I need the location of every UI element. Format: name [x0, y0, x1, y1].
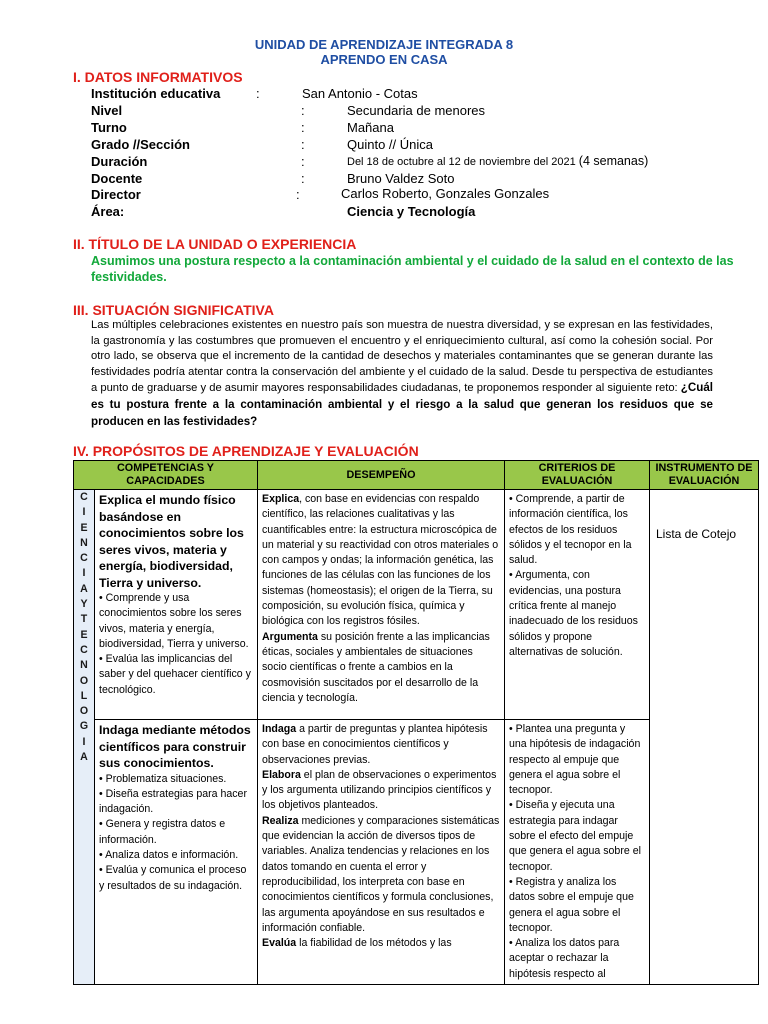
criteria-item: • Diseña y ejecuta una estrategia para indagar sobre el efecto del empuje que genera el agua sobre el tecnopor.	[509, 799, 641, 873]
performance-cell-1	[258, 490, 505, 720]
performance-text: mediciones y comparaciones sistemáticas que evidencian la acción de diversos tipos de variables. Analiza tendencias y relaciones en los datos tomando en cuenta el error y reproducibilidad, los interpreta con base en conocimientos científicos y formula conclusiones, las argumenta apoyándose en sus resultados e información confiable.	[262, 814, 500, 934]
performance-item	[262, 936, 500, 951]
info-colon: :	[296, 187, 300, 202]
info-label: Grado //Sección	[91, 137, 190, 152]
info-label: Docente	[91, 171, 143, 186]
header-competencias: COMPETENCIAS Y CAPACIDADES	[74, 461, 258, 490]
competence-title: Indaga mediante métodos científicos para construir sus conocimientos.	[99, 723, 251, 770]
info-value: Secundaria de menores	[347, 103, 486, 118]
info-label: Director	[91, 187, 141, 202]
info-label: Área:	[91, 204, 125, 219]
criteria-cell-1	[505, 490, 650, 720]
situation-question: ¿Cuál es tu postura frente a la contaminación ambiental y el riesgo a la salud que generan los residuos que se producen en las festividades?	[91, 381, 713, 428]
info-colon: :	[301, 171, 305, 186]
situation-paragraph	[91, 318, 713, 430]
section-1-heading: I. DATOS INFORMATIVOS	[73, 69, 243, 85]
info-value: Quinto // Única	[347, 137, 433, 152]
performance-item	[262, 630, 500, 706]
document-title: UNIDAD DE APRENDIZAJE INTEGRADA 8	[254, 37, 514, 52]
unit-title-line1: Asumimos una postura respecto a la contaminación ambiental y el cuidado de la salud en el contexto de las	[91, 254, 734, 268]
learning-purposes-table	[73, 460, 759, 985]
competence-title: Explica el mundo físico basándose en conocimientos sobre los seres vivos, materia y energía, biodiversidad, Tierra y universo.	[99, 493, 244, 590]
criteria-item: • Registra y analiza los datos sobre el empuje que genera el agua sobre el tecnopor.	[509, 875, 634, 934]
area-vertical-label	[74, 490, 95, 985]
info-value: Carlos Roberto, Gonzales Gonzales	[341, 186, 550, 201]
info-colon: :	[301, 120, 305, 135]
performance-verb: Explica	[262, 493, 300, 505]
capacity-item: • Genera y registra datos e información.	[99, 818, 226, 846]
info-value: Ciencia y Tecnología	[347, 204, 476, 219]
unit-title-line2: festividades.	[91, 270, 167, 284]
capacity-item: • Diseña estrategias para hacer indagación.	[99, 787, 247, 816]
performance-text: , con base en evidencias con respaldo científico, las relaciones cualitativas y las cuantificables entre: la estructura microscópica de un material y su reactividad con otros materiales o con campos y ondas; la información genética, las funciones de las células con las funciones de los sistemas (homeostasis); el origen de la Tierra, su composición, su evolución física, química y biológica con los registros fósiles.	[262, 493, 499, 628]
table-row	[74, 490, 759, 720]
info-colon: :	[301, 137, 305, 152]
performance-verb: Argumenta	[262, 630, 318, 643]
table-header-row	[74, 461, 759, 490]
performance-item	[262, 722, 500, 768]
performance-item	[262, 814, 500, 936]
info-colon: :	[301, 154, 305, 169]
performance-text: la fiabilidad de los métodos y las	[296, 937, 452, 950]
info-label: Institución educativa	[91, 86, 221, 101]
instrument-value: Lista de Cotejo	[656, 527, 737, 542]
capacity-item: • Problematiza situaciones.	[99, 772, 227, 785]
info-colon: :	[256, 86, 260, 101]
info-label: Turno	[91, 120, 127, 135]
capacity-item: • Analiza datos e información.	[99, 848, 239, 861]
performance-text: a partir de preguntas y plantea hipótesis con base en conocimientos científicos y observaciones previas.	[262, 723, 488, 766]
situation-text: Las múltiples celebraciones existentes en nuestro país son muestra de nuestra diversidad, y se expresan en las festividades, la gastronomía y las costumbres que promueven el encuentro y el enriquecimiento cultural, así como la cohesión social. Por otro lado, se observa que el incremento de la cantidad de desechos y materiales contaminantes que se generan durante las festividades podría atentar contra la conservación del ambiente y el cuidado de la salud. Desde tu perspectiva de estudiantes a punto de graduarse y de asumir mayores responsabilidades ciudadanas, te proponemos responder al siguiente reto:	[91, 319, 713, 395]
header-desempeno: DESEMPEÑO	[258, 461, 505, 490]
performance-text: el plan de observaciones o experimentos y los argumenta utilizando principios científicos y los objetivos planteados.	[262, 768, 497, 812]
performance-text: su posición frente a las implicancias éticas, sociales y ambientales de situaciones socio científicas o frente a cambios en la cosmovisión suscitados por el desarrollo de la ciencia y tecnología.	[262, 630, 490, 704]
performance-item	[262, 768, 500, 814]
header-criterios: CRITERIOS DE EVALUACIÓN	[505, 461, 650, 490]
duration-dates: Del 18 de octubre al 12 de noviembre del 2021	[347, 156, 576, 168]
criteria-item: • Analiza los datos para aceptar o rechazar la hipótesis respecto al	[509, 937, 620, 980]
info-value: Mañana	[347, 120, 394, 135]
performance-verb: Evalúa	[262, 937, 297, 950]
performance-cell-2	[258, 720, 505, 985]
section-4-heading: IV. PROPÓSITOS DE APRENDIZAJE Y EVALUACIÓN	[73, 443, 419, 459]
performance-verb: Elabora	[262, 768, 301, 781]
performance-verb: Indaga	[262, 723, 297, 735]
section-2-heading: II. TÍTULO DE LA UNIDAD O EXPERIENCIA	[73, 236, 357, 252]
capacity-item: • Evalúa y comunica el proceso y resultados de su indagación.	[99, 864, 247, 892]
info-value: San Antonio - Cotas	[302, 86, 418, 101]
instrument-cell	[650, 490, 759, 985]
info-value	[347, 154, 648, 168]
info-label: Nivel	[91, 103, 123, 118]
info-colon: :	[301, 103, 305, 118]
criteria-item: • Argumenta, con evidencias, una postura crítica frente al manejo inadecuado de los residuos sólidos y propone alternativas de solución.	[509, 569, 638, 658]
criteria-item: • Comprende, a partir de información científica, los efectos de los residuos sólidos y el tecnopor en la salud.	[509, 493, 632, 567]
area-letters: C I E N C I A Y T E C N O L O G I A	[79, 491, 89, 764]
info-value: Bruno Valdez Soto	[347, 171, 455, 186]
criteria-cell-2	[505, 720, 650, 985]
duration-weeks: (4 semanas)	[578, 154, 649, 168]
performance-verb: Realiza	[262, 814, 299, 827]
info-label: Duración	[91, 154, 148, 169]
header-instrumento: INSTRUMENTO DE EVALUACIÓN	[650, 461, 759, 490]
document-subtitle: APRENDO EN CASA	[320, 52, 448, 67]
capacity-item: • Evalúa las implicancias del saber y del quehacer científico y tecnológico.	[99, 653, 251, 696]
criteria-item: • Plantea una pregunta y una hipótesis de indagación respecto al empuje que genera el agua sobre el tecnopor.	[509, 723, 641, 797]
competence-cell-2	[95, 720, 258, 985]
capacity-item: • Comprende y usa conocimientos sobre los seres vivos, materia y energía, biodiversidad, Tierra y universo.	[99, 592, 249, 650]
competence-cell-1	[95, 490, 258, 720]
section-3-heading: III. SITUACIÓN SIGNIFICATIVA	[73, 302, 274, 318]
performance-item	[262, 492, 500, 630]
